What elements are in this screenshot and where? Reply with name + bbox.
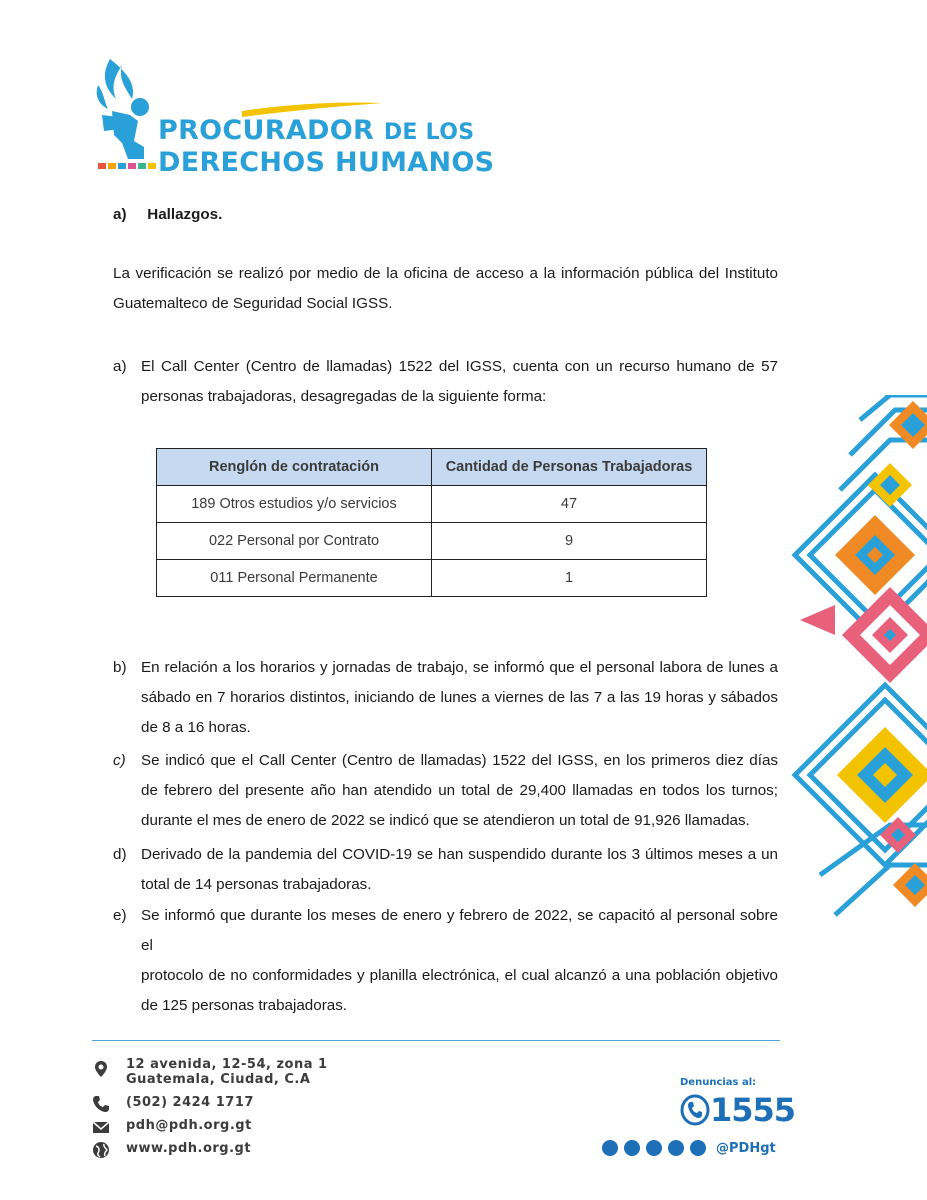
location-pin-icon bbox=[92, 1060, 110, 1078]
table-cell: 9 bbox=[432, 523, 707, 560]
list-item-line: Derivado de la pandemia del COVID-19 se han suspendido durante los 3 últimos meses a un bbox=[141, 846, 778, 863]
table-cell: 189 Otros estudios y/o servicios bbox=[157, 486, 432, 523]
footer-divider bbox=[92, 1040, 780, 1041]
intro-line: Guatemalteco de Seguridad Social IGSS. bbox=[113, 295, 393, 312]
list-item-line: sábado en 7 horarios distintos, iniciando de lunes a viernes de las 7 a las 19 horas y sábados bbox=[141, 689, 778, 706]
list-item-line: En relación a los horarios y jornadas de trabajo, se informó que el personal labora de lunes a bbox=[141, 659, 778, 676]
list-item-a bbox=[113, 352, 778, 412]
list-item-line: El Call Center (Centro de llamadas) 1522 del IGSS, cuenta con un recurso humano de 57 bbox=[141, 358, 778, 375]
table-row bbox=[157, 523, 707, 560]
table-cell: 022 Personal por Contrato bbox=[157, 523, 432, 560]
intro-paragraph bbox=[113, 259, 778, 319]
denuncias-label: Denuncias al: bbox=[680, 1077, 757, 1088]
list-item-d bbox=[113, 840, 778, 900]
section-heading bbox=[113, 200, 222, 230]
list-marker: d) bbox=[113, 846, 127, 863]
phone-circle-icon bbox=[680, 1094, 710, 1126]
table-header-cell: Cantidad de Personas Trabajadoras bbox=[432, 449, 707, 486]
website-link[interactable]: www.pdh.org.gt bbox=[126, 1141, 252, 1156]
social-links bbox=[602, 1140, 776, 1156]
phone-number: (502) 2424 1717 bbox=[126, 1095, 254, 1110]
list-item-e bbox=[113, 901, 778, 1021]
table-cell: 1 bbox=[432, 560, 707, 597]
heading-text: Hallazgos. bbox=[147, 206, 223, 223]
phone-icon bbox=[92, 1095, 110, 1113]
globe-icon bbox=[92, 1141, 110, 1159]
address-line: 12 avenida, 12-54, zona 1 bbox=[126, 1057, 328, 1072]
list-item-line: de 8 a 16 horas. bbox=[141, 719, 251, 736]
table-cell: 011 Personal Permanente bbox=[157, 560, 432, 597]
list-item-line: total de 14 personas trabajadoras. bbox=[141, 876, 372, 893]
hotline-number: 1555 bbox=[710, 1091, 796, 1129]
table-header-cell: Renglón de contratación bbox=[157, 449, 432, 486]
instagram-icon[interactable] bbox=[624, 1140, 640, 1156]
tiktok-icon[interactable] bbox=[690, 1140, 706, 1156]
list-marker: b) bbox=[113, 659, 127, 676]
list-item-line: personas trabajadoras, desagregadas de la siguiente forma: bbox=[141, 388, 547, 405]
list-marker: a) bbox=[113, 358, 127, 375]
list-item-line: Se informó que durante los meses de enero y febrero de 2022, se capacitó al personal sobre el bbox=[141, 907, 778, 954]
list-item-line: durante el mes de enero de 2022 se indicó que se atendieron un total de 91,926 llamadas. bbox=[141, 812, 750, 829]
footer-email bbox=[92, 1118, 252, 1138]
logo-wordmark: PROCURADOR DE LOS DERECHOS HUMANOS bbox=[158, 115, 495, 178]
table-header-row bbox=[157, 449, 707, 486]
table-row bbox=[157, 560, 707, 597]
twitter-icon[interactable] bbox=[668, 1140, 684, 1156]
table-cell: 47 bbox=[432, 486, 707, 523]
youtube-icon[interactable] bbox=[646, 1140, 662, 1156]
list-marker: c) bbox=[113, 752, 126, 769]
list-item-line: protocolo de no conformidades y planilla electrónica, el cual alcanzó a una población objetivo bbox=[141, 967, 778, 984]
footer-phone bbox=[92, 1095, 254, 1115]
list-item-line: de febrero del presente año han atendido un total de 29,400 llamadas en todos los turnos; bbox=[141, 782, 778, 799]
intro-line: La verificación se realizó por medio de la oficina de acceso a la información pública del Instituto bbox=[113, 265, 778, 282]
list-marker: e) bbox=[113, 907, 127, 924]
staff-table bbox=[156, 448, 707, 597]
list-item-line: de 125 personas trabajadoras. bbox=[141, 997, 348, 1014]
email-link[interactable]: pdh@pdh.org.gt bbox=[126, 1118, 252, 1133]
footer-web bbox=[92, 1141, 251, 1161]
facebook-icon[interactable] bbox=[602, 1140, 618, 1156]
envelope-icon bbox=[92, 1118, 110, 1136]
decorative-pattern bbox=[790, 395, 927, 920]
hotline[interactable] bbox=[680, 1091, 795, 1129]
list-item-b bbox=[113, 653, 778, 743]
address-line: Guatemala, Ciudad, C.A bbox=[126, 1072, 311, 1087]
heading-label: a) bbox=[113, 206, 127, 223]
social-handle[interactable]: @PDHgt bbox=[716, 1140, 776, 1156]
list-item-c bbox=[113, 746, 778, 836]
footer-address bbox=[92, 1057, 328, 1087]
table-row bbox=[157, 486, 707, 523]
list-item-line: Se indicó que el Call Center (Centro de llamadas) 1522 del IGSS, en los primeros diez días bbox=[141, 752, 778, 769]
